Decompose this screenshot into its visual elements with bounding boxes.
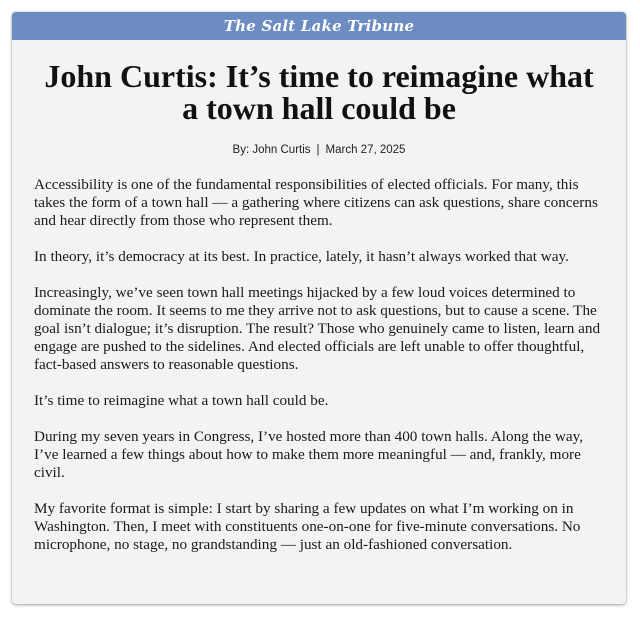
article-paragraph-6: My favorite format is simple: I start by sharing a few updates on what I’m working on in Washington. Then, I meet with constituents one-on-one for five-minute conversations. No microphone, no stage, no grandstanding — just an old-fashioned conversation. <box>34 500 581 553</box>
article-paragraph-2: In theory, it’s democracy at its best. In practice, lately, it hasn’t always worked that way. <box>34 248 569 265</box>
byline <box>12 144 626 156</box>
article-paragraph-4: It’s time to reimagine what a town hall could be. <box>34 392 329 409</box>
article-paragraph-3: Increasingly, we’ve seen town hall meetings hijacked by a few loud voices determined to dominate the room. It seems to me they arrive not to ask questions, but to cause a scene. The goal isn’t dialogue; it’s disruption. The result? Those who genuinely came to listen, learn and engage are pushed to the sidelines. And elected officials are left unable to offer thoughtful, fact-based answers to reasonable questions. <box>34 284 601 373</box>
article-headline: John Curtis: It’s time to reimagine what a town hall could be <box>44 58 594 126</box>
article-paragraph-1: Accessibility is one of the fundamental responsibilities of elected officials. For many, this takes the form of a town hall — a gathering where citizens can ask questions, share concerns and hear directly from those who represent them. <box>34 176 598 229</box>
byline-author[interactable]: By: John Curtis <box>232 144 311 156</box>
article-card <box>12 12 626 604</box>
masthead-bar <box>12 12 626 40</box>
article-paragraph-5: During my seven years in Congress, I’ve hosted more than 400 town halls. Along the way, I’ve learned a few things about how to make them more meaningful — and, frankly, more civil. <box>34 428 584 481</box>
article-body <box>34 176 604 554</box>
byline-separator: | <box>316 144 320 156</box>
publication-logo[interactable]: The Salt Lake Tribune <box>223 17 415 35</box>
byline-date: March 27, 2025 <box>325 144 406 156</box>
